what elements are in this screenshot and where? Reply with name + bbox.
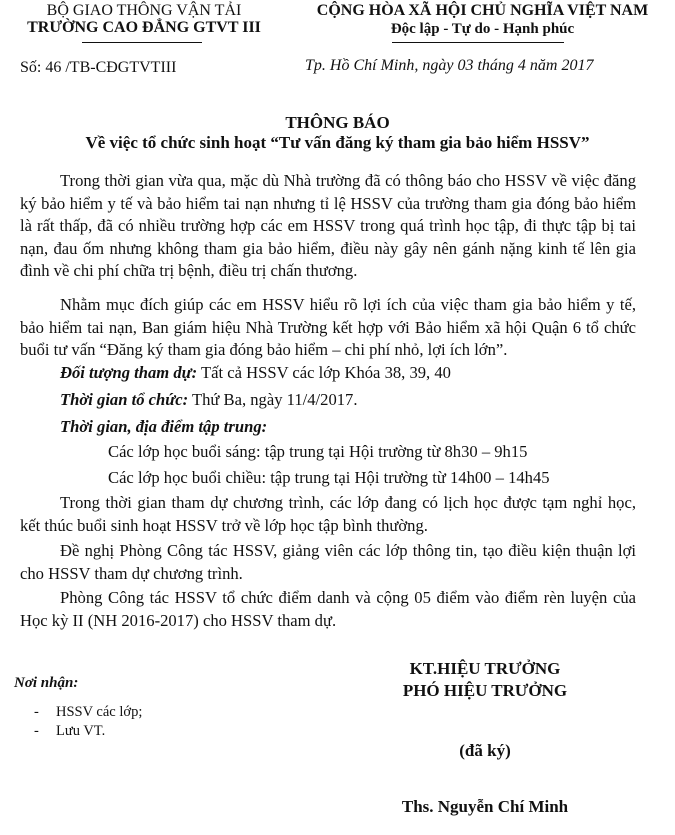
recipient-text: Lưu VT.: [56, 723, 106, 739]
venue-label: Thời gian, địa điểm tập trung:: [60, 417, 268, 436]
signer-name: Ths. Nguyễn Chí Minh: [401, 797, 569, 816]
paragraph-classes: Trong thời gian tham dự chương trình, các lớp đang có lịch học được tạm nghỉ học, kết thúc buổi sinh hoạt HSSV trở về lớp học tập bình thường.: [20, 493, 636, 535]
paragraph-purpose: Nhằm mục đích giúp các em HSSV hiểu rõ lợi ích của việc tham gia bảo hiểm y tế, bảo hiểm tai nạn, Ban giám hiệu Nhà Trường kết hợp với Bảo hiểm xã hội Quận 6 tổ chức buổi tư vấn “Đăng ký tham gia đóng bảo hiểm – chi phí nhỏ, lợi ích lớn”.: [20, 295, 636, 360]
signature-position: PHÓ HIỆU TRƯỞNG: [402, 681, 568, 700]
paragraph-background: Trong thời gian vừa qua, mặc dù Nhà trường đã có thông báo cho HSSV về việc đăng ký bảo hiểm y tế và bảo hiểm tai nạn nhưng tỉ lệ HSSV của trường tham gia đóng bảo hiểm là rất thấp, đã có nhiều trường hợp các em HSSV trong quá trình học tập, đi thực tập bị tai nạn, đau ốm nhưng không tham gia bảo hiểm, điều này gây nên gánh nặng kinh tế lên gia đình về chi phí chữa trị bệnh, điều trị chấn thương.: [20, 171, 636, 281]
signed-note: (đã ký): [459, 741, 511, 760]
national-motto: Độc lập - Tự do - Hạnh phúc: [390, 21, 575, 37]
morning-schedule: Các lớp học buổi sáng: tập trung tại Hội trường từ 8h30 – 9h15: [108, 442, 528, 461]
paragraph-points: Phòng Công tác HSSV tổ chức điểm danh và cộng 05 điểm vào điểm rèn luyện của Học kỳ II (NH 2016-2017) cho HSSV tham dự.: [20, 588, 636, 630]
header-left-divider: [82, 42, 202, 43]
recipient-item: [34, 722, 105, 740]
header-right-divider: [392, 42, 564, 43]
time-label: Thời gian tổ chức:: [60, 390, 189, 409]
national-title: CỘNG HÒA XÃ HỘI CHỦ NGHĨA VIỆT NAM: [316, 2, 649, 19]
signature-title: KT.HIỆU TRƯỞNG: [409, 659, 561, 678]
recipient-text: HSSV các lớp;: [56, 704, 143, 720]
time-value: Thứ Ba, ngày 11/4/2017.: [188, 390, 358, 409]
place-date: Tp. Hồ Chí Minh, ngày 03 tháng 4 năm 2017: [305, 57, 594, 74]
document-title: THÔNG BÁO: [285, 113, 390, 132]
school-name: TRƯỜNG CAO ĐẲNG GTVT III: [27, 19, 261, 36]
participants-value: Tất cả HSSV các lớp Khóa 38, 39, 40: [197, 363, 451, 382]
afternoon-schedule: Các lớp học buổi chiều: tập trung tại Hội trường từ 14h00 – 14h45: [108, 468, 550, 487]
paragraph-request: Đề nghị Phòng Công tác HSSV, giảng viên các lớp thông tin, tạo điều kiện thuận lợi cho HSSV tham dự chương trình.: [20, 541, 636, 583]
recipients-label: Nơi nhận:: [14, 675, 79, 691]
document-subject: Về việc tổ chức sinh hoạt “Tư vấn đăng ký tham gia bảo hiểm HSSV”: [85, 133, 590, 152]
bullet-dash: -: [34, 704, 39, 720]
time-line: [60, 389, 357, 411]
recipient-item: [34, 703, 142, 721]
bullet-dash: -: [34, 723, 39, 739]
ministry-name: BỘ GIAO THÔNG VẬN TẢI: [46, 2, 242, 19]
participants-line: [60, 362, 451, 384]
participants-label: Đối tượng tham dự:: [60, 363, 198, 382]
document-number: Số: 46 /TB-CĐGTVTIII: [20, 59, 177, 76]
